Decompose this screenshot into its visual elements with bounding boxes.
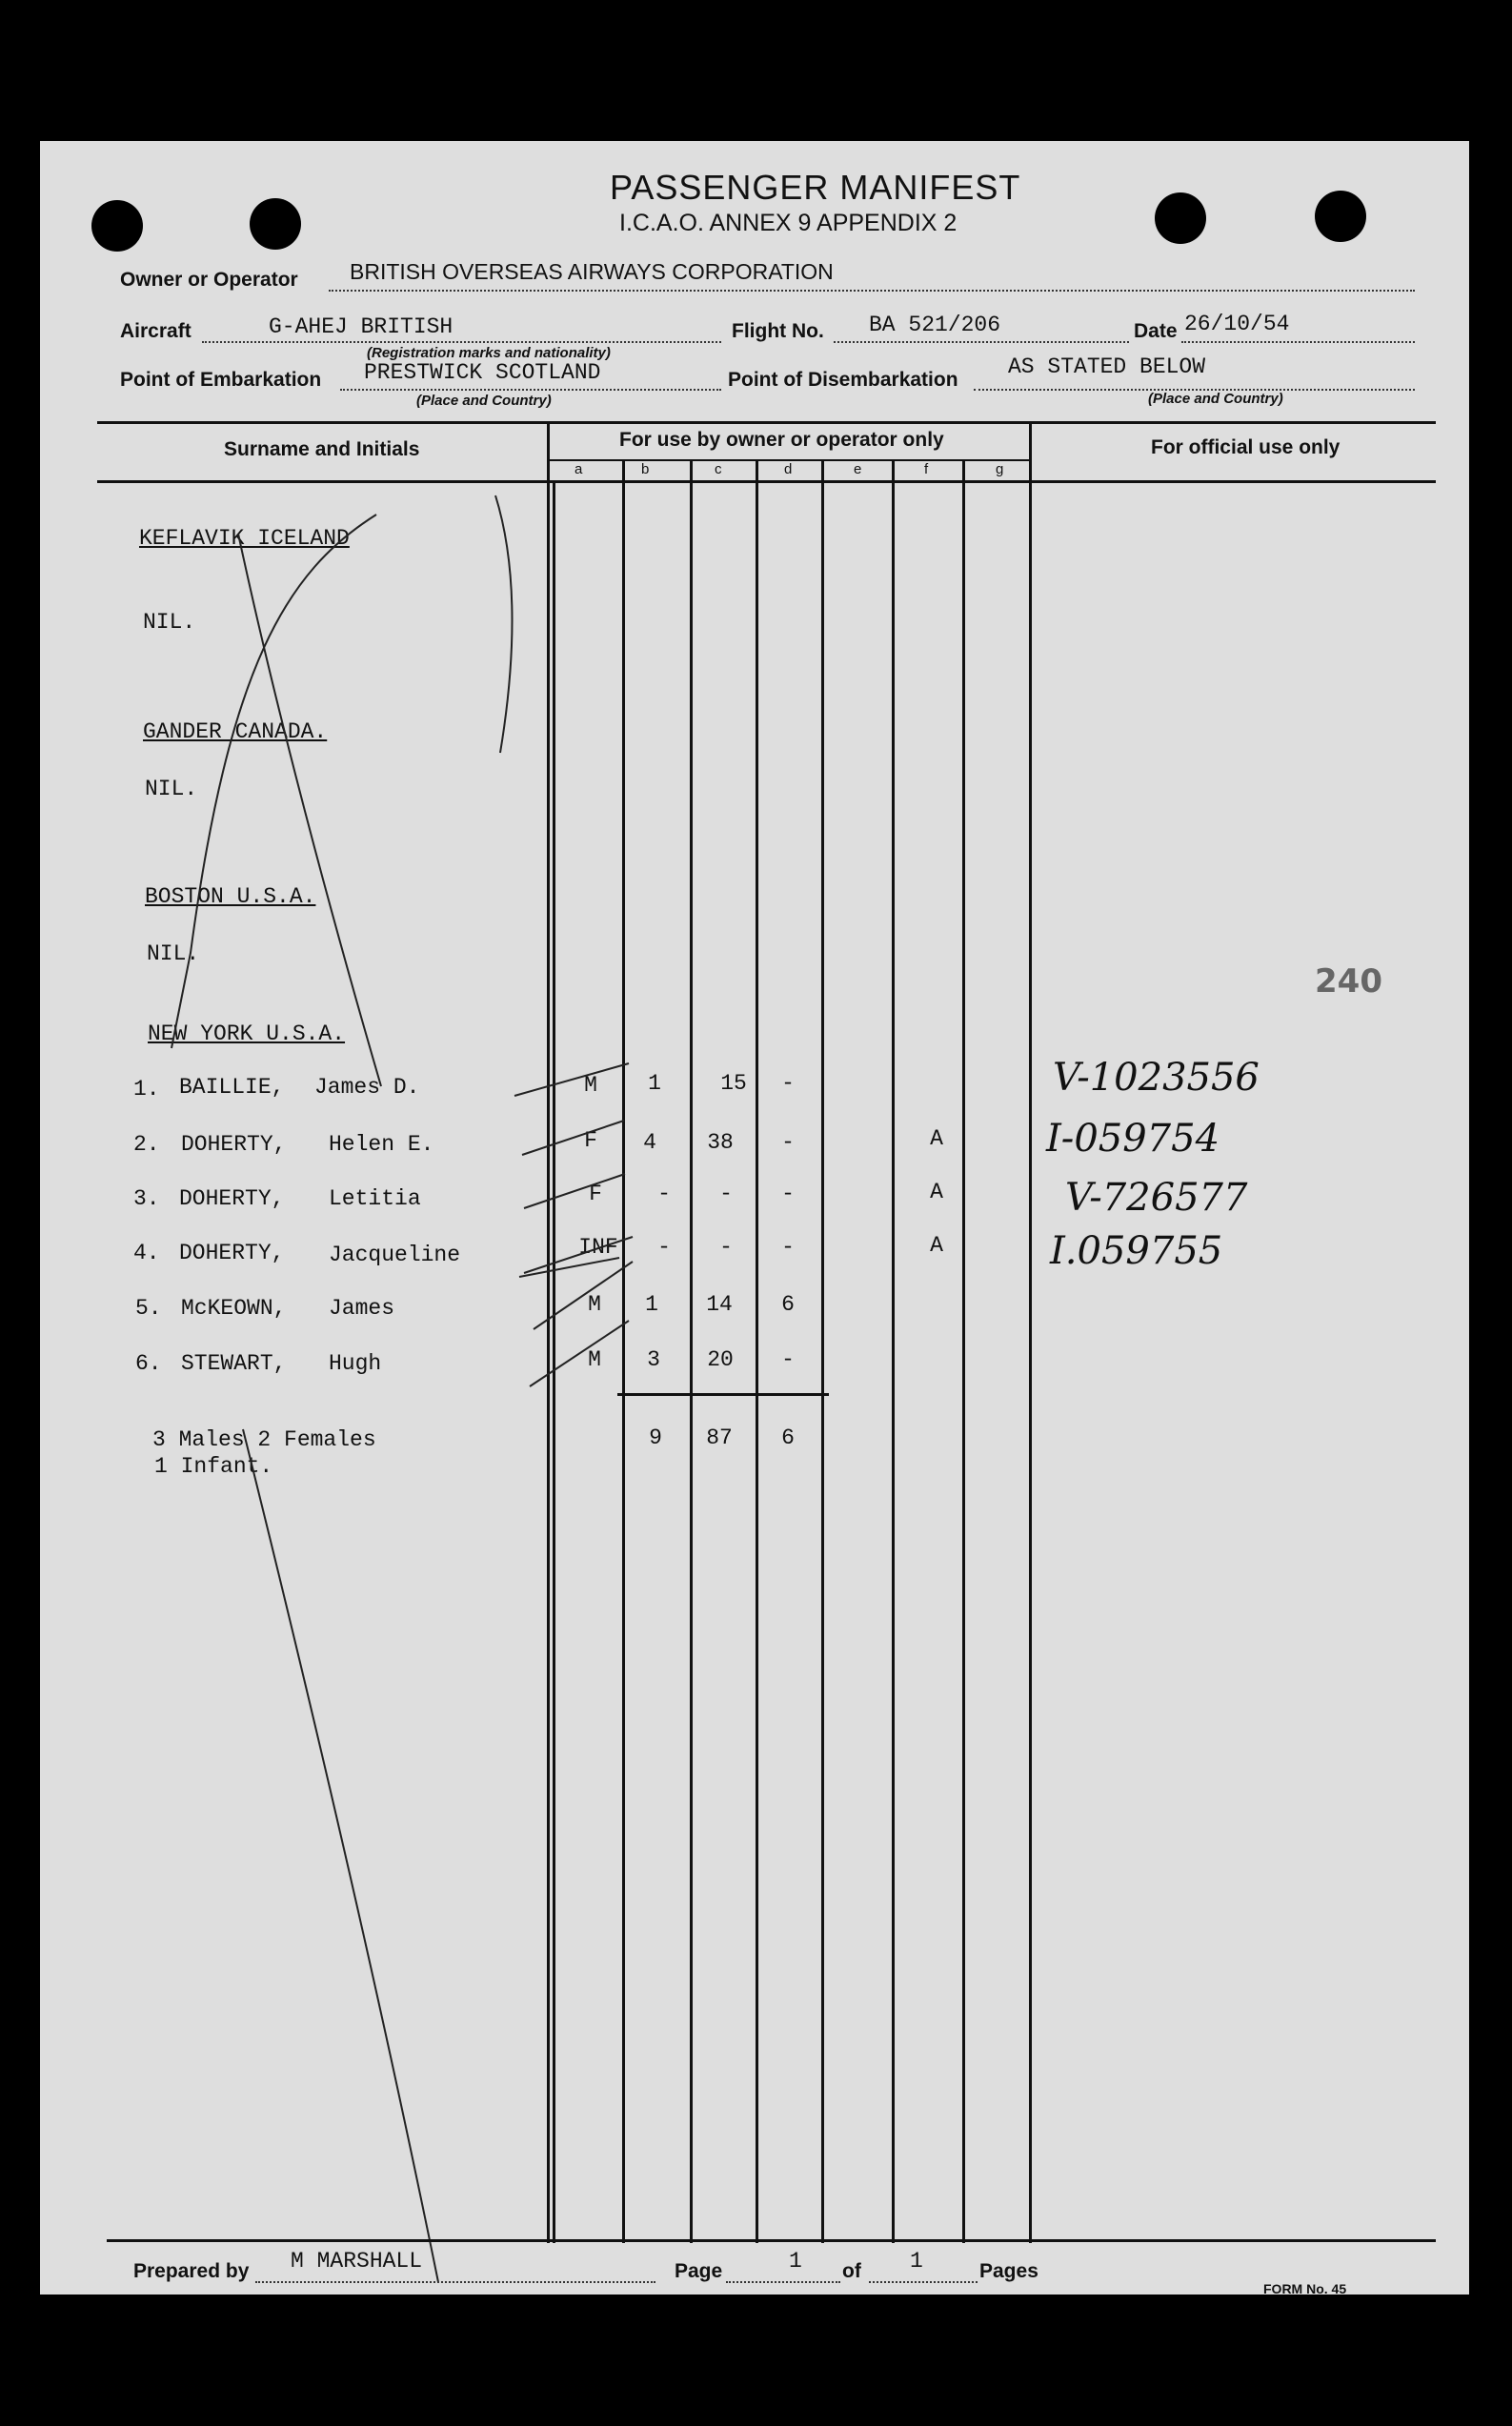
embarkation-note: (Place and Country) <box>416 393 552 409</box>
total-b: 9 <box>649 1425 662 1450</box>
page-subtitle: I.C.A.O. ANNEX 9 APPENDIX 2 <box>619 210 958 236</box>
page-title: PASSENGER MANIFEST <box>610 168 1021 207</box>
page-value: 1 <box>789 2249 802 2274</box>
passenger-surname: BAILLIE, <box>179 1075 285 1100</box>
passenger-surname: DOHERTY, <box>179 1241 285 1265</box>
official-entry: V-1023556 <box>1053 1056 1260 1100</box>
col-d: d <box>784 461 793 477</box>
embarkation-label: Point of Embarkation <box>120 369 322 391</box>
owner-value: BRITISH OVERSEAS AIRWAYS CORPORATION <box>350 259 834 284</box>
aircraft-label: Aircraft <box>120 320 192 342</box>
owner-label: Owner or Operator <box>120 269 298 291</box>
stamp-number: 240 <box>1315 962 1382 1001</box>
passenger-given: Jacqueline <box>329 1243 461 1267</box>
pages-value: 1 <box>910 2249 923 2274</box>
aircraft-value: G-AHEJ BRITISH <box>269 314 454 339</box>
summary-line-1: 3 Males 2 Females <box>152 1427 376 1452</box>
registration-note: (Registration marks and nationality) <box>367 345 611 361</box>
official-entry: V-726577 <box>1065 1176 1248 1220</box>
prepared-value: M MARSHALL <box>291 2249 423 2274</box>
embarkation-value: PRESTWICK SCOTLAND <box>364 360 601 385</box>
passenger-given: Helen E. <box>329 1132 434 1157</box>
passenger-given: Hugh <box>329 1351 382 1376</box>
form-number: FORM No. 45 <box>1263 2281 1347 2296</box>
prepared-label: Prepared by <box>133 2260 250 2282</box>
destination-note: NIL. <box>145 777 198 801</box>
official-entry: I.059755 <box>1050 1229 1223 1273</box>
flight-value: BA 521/206 <box>869 313 1001 337</box>
of-label: of <box>842 2260 861 2282</box>
col-official-header: For official use only <box>1151 436 1341 458</box>
passenger-surname: McKEOWN, <box>181 1296 287 1321</box>
passenger-surname: STEWART, <box>181 1351 287 1376</box>
passenger-given: James <box>329 1296 395 1321</box>
disembarkation-note: (Place and Country) <box>1148 391 1283 407</box>
destination-gander: GANDER CANADA. <box>143 719 328 744</box>
total-d: 6 <box>781 1425 795 1450</box>
col-a: a <box>575 461 583 477</box>
total-c: 87 <box>706 1425 733 1450</box>
col-surname-header: Surname and Initials <box>224 438 420 460</box>
passenger-given: Letitia <box>329 1186 421 1211</box>
page-label: Page <box>675 2260 723 2282</box>
disembarkation-label: Point of Disembarkation <box>728 369 958 391</box>
date-label: Date <box>1134 320 1178 342</box>
destination-new-york: NEW YORK U.S.A. <box>148 1021 346 1046</box>
official-entry: I-059754 <box>1046 1117 1220 1161</box>
col-e: e <box>854 461 862 477</box>
destination-note: NIL. <box>147 941 200 966</box>
destination-keflavik: KEFLAVIK ICELAND <box>139 526 350 551</box>
destination-boston: BOSTON U.S.A. <box>145 884 316 909</box>
col-c: c <box>715 461 722 477</box>
flight-label: Flight No. <box>732 320 824 342</box>
col-g: g <box>996 461 1004 477</box>
date-value: 26/10/54 <box>1184 312 1290 336</box>
passenger-given: James D. <box>314 1075 420 1100</box>
col-b: b <box>641 461 650 477</box>
pages-label: Pages <box>979 2260 1038 2282</box>
disembarkation-value: AS STATED BELOW <box>1008 354 1206 379</box>
col-owner-use-header: For use by owner or operator only <box>619 429 944 451</box>
summary-line-2: 1 Infant. <box>154 1454 273 1479</box>
destination-note: NIL. <box>143 610 196 635</box>
col-f: f <box>924 461 929 477</box>
passenger-surname: DOHERTY, <box>181 1132 287 1157</box>
passenger-surname: DOHERTY, <box>179 1186 285 1211</box>
